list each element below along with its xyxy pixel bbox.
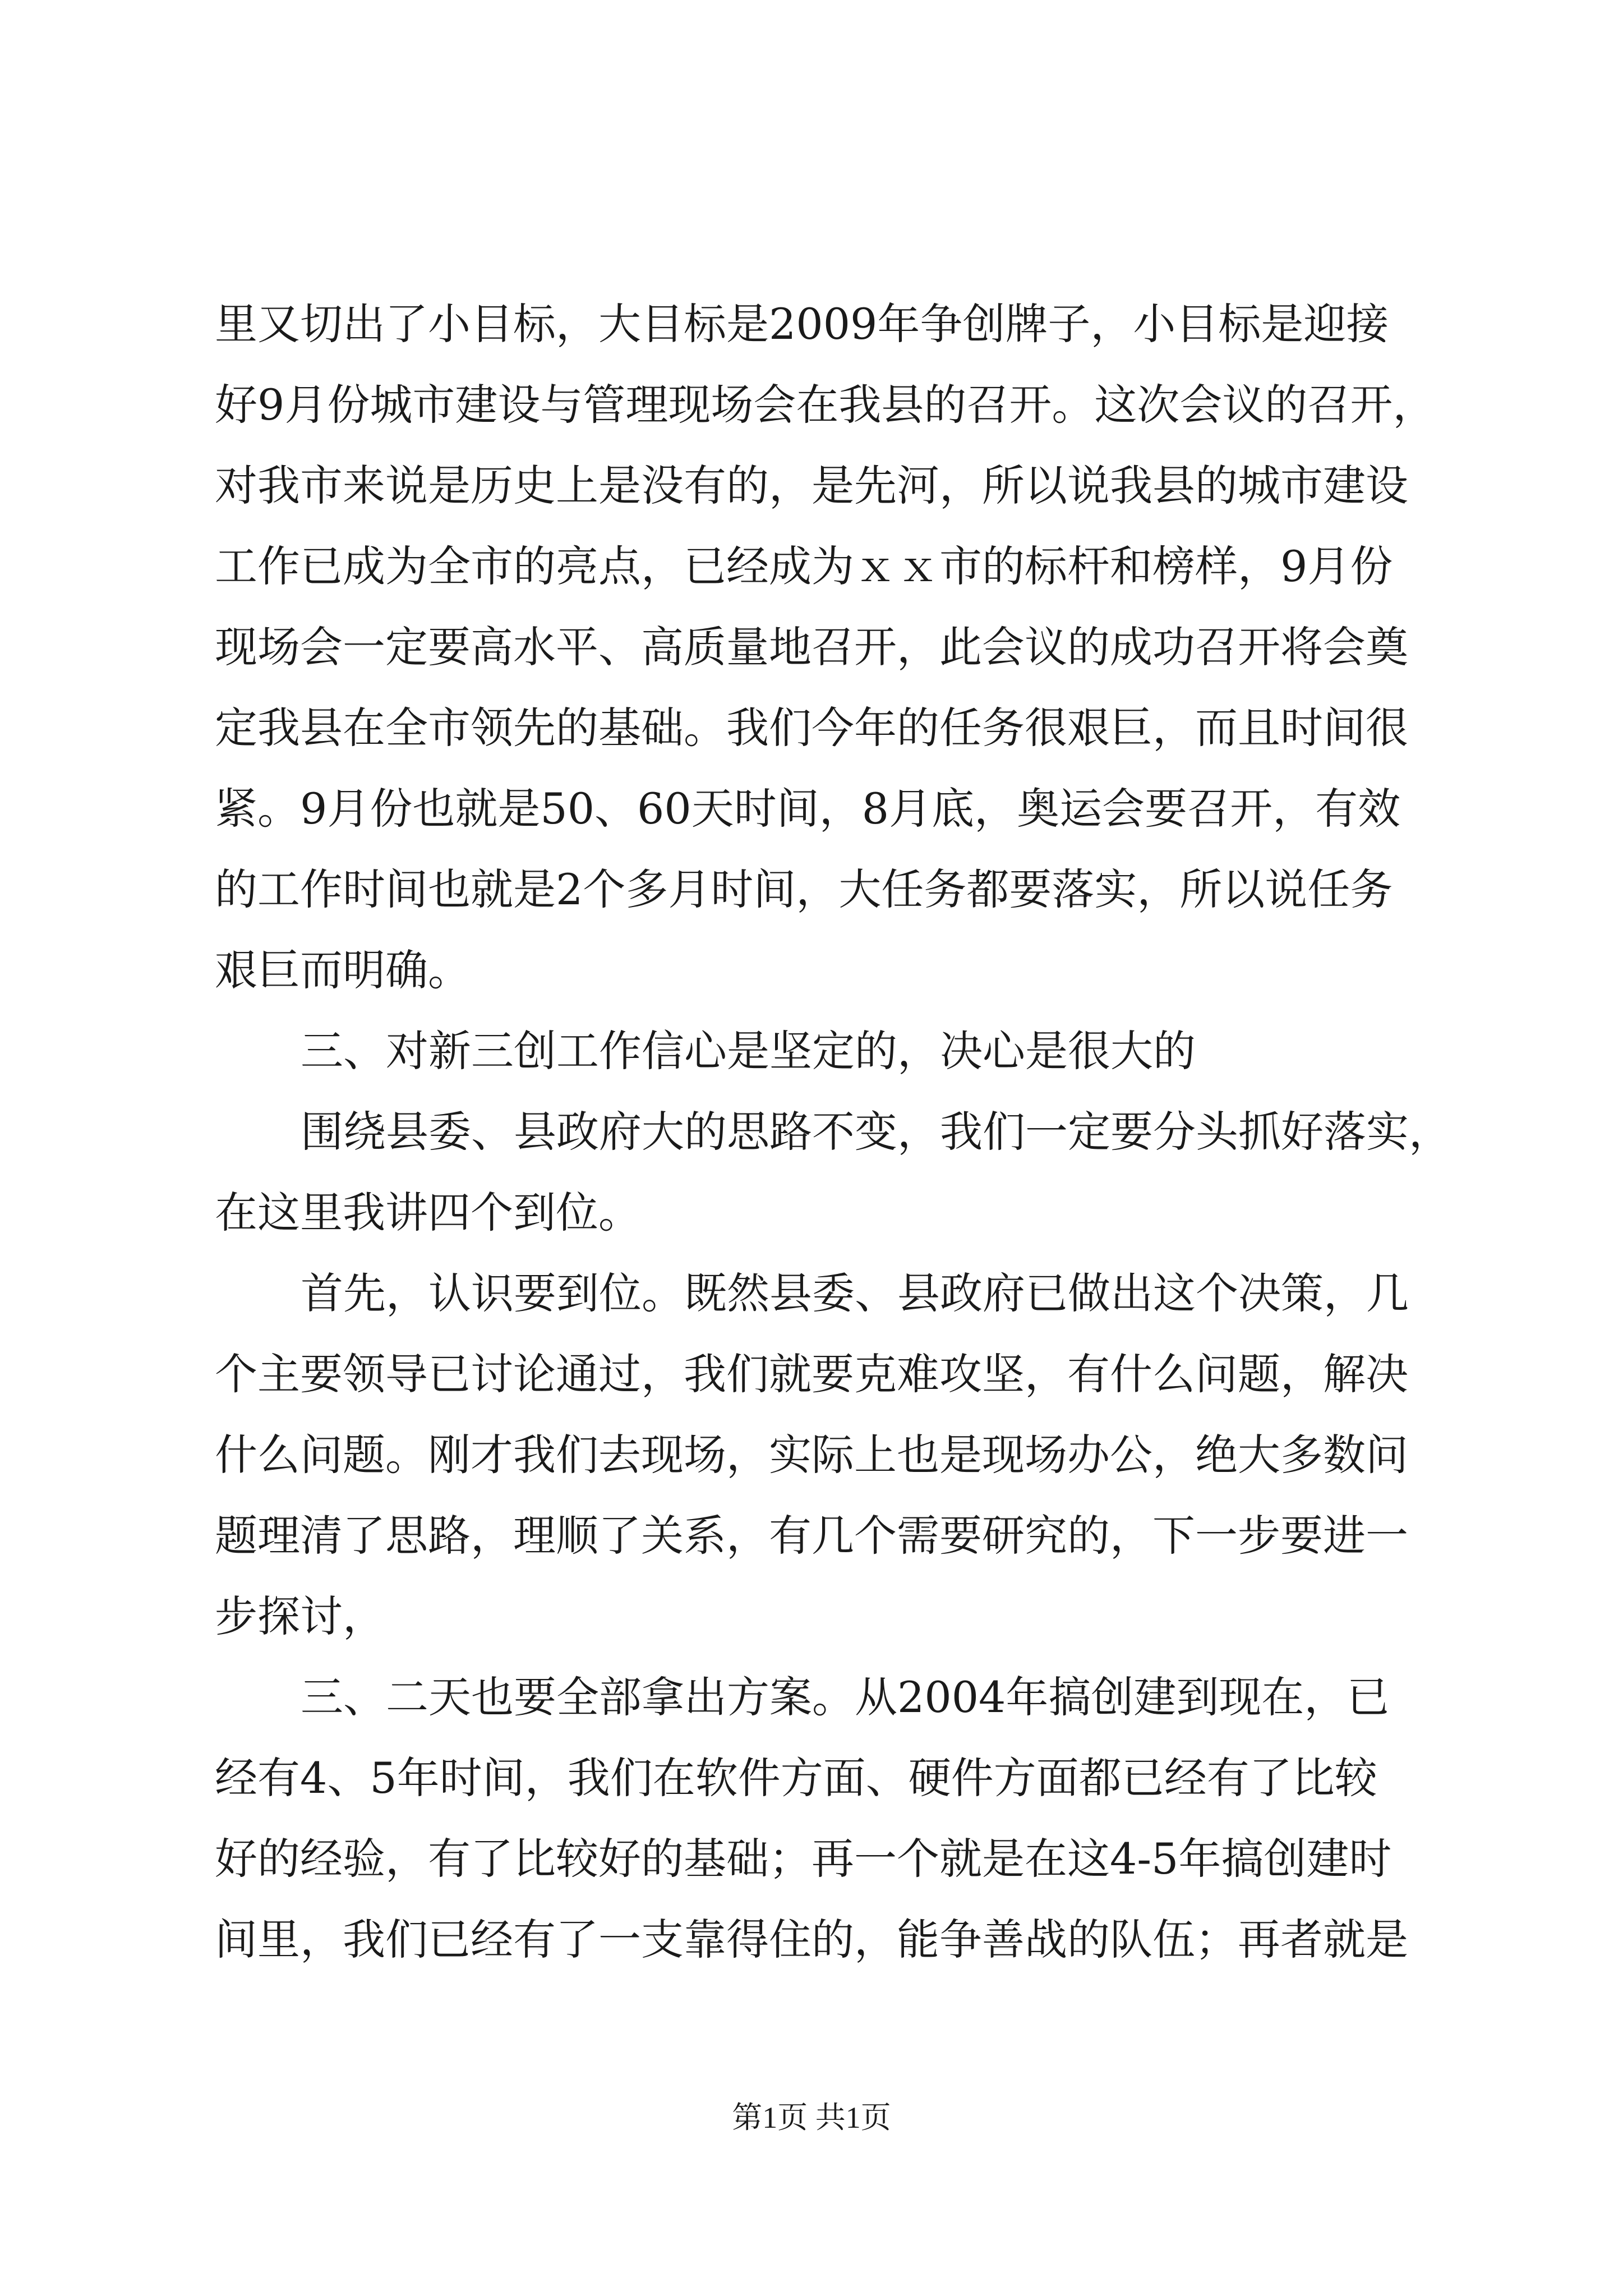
text-line: 好9月份城市建设与管理现场会在我县的召开。这次会议的召开，: [215, 380, 1436, 430]
text-line: 现场会一定要高水平、高质量地召开，此会议的成功召开将会奠: [215, 622, 1408, 672]
text-line: 什么问题。刚才我们去现场，实际上也是现场办公，绝大多数问: [215, 1430, 1408, 1480]
text-line: 步探讨，: [215, 1591, 385, 1641]
text-line: 首先，认识要到位。既然县委、县政府已做出这个决策，几: [301, 1268, 1409, 1318]
text-line: 对我市来说是历史上是没有的，是先河，所以说我县的城市建设: [215, 461, 1408, 510]
text-line: 围绕县委、县政府大的思路不变，我们一定要分头抓好落实，: [301, 1107, 1451, 1157]
text-line: 里又切出了小目标，大目标是2009年争创牌子，小目标是迎接: [215, 299, 1389, 349]
text-line: 间里，我们已经有了一支靠得住的，能争善战的队伍；再者就是: [215, 1915, 1408, 1964]
text-line: 三、二天也要全部拿出方案。从2004年搞创建到现在，已: [301, 1672, 1390, 1722]
text-line: 在这里我讲四个到位。: [215, 1188, 641, 1237]
text-line: 经有4、5年时间，我们在软件方面、硬件方面都已经有了比较: [215, 1753, 1377, 1803]
text-line: 紧。9月份也就是50、60天时间，8月底，奥运会要召开，有效: [215, 784, 1401, 834]
section-heading: 三、对新三创工作信心是坚定的，决心是很大的: [301, 1026, 1196, 1076]
text-line: 工作已成为全市的亮点，已经成为ｘｘ市的标杆和榜样，9月份: [215, 541, 1393, 591]
text-line: 题理清了思路，理顺了关系，有几个需要研究的，下一步要进一: [215, 1511, 1408, 1561]
text-line: 个主要领导已讨论通过，我们就要克难攻坚，有什么问题，解决: [215, 1349, 1408, 1399]
text-line: 定我县在全市领先的基础。我们今年的任务很艰巨，而且时间很: [215, 703, 1408, 753]
page-number-footer: 第1页 共1页: [732, 2101, 891, 2134]
text-line: 好的经验，有了比较好的基础；再一个就是在这4-5年搞创建时: [215, 1834, 1392, 1884]
text-line: 艰巨而明确。: [215, 945, 471, 995]
text-line: 的工作时间也就是2个多月时间，大任务都要落实，所以说任务: [215, 864, 1393, 914]
